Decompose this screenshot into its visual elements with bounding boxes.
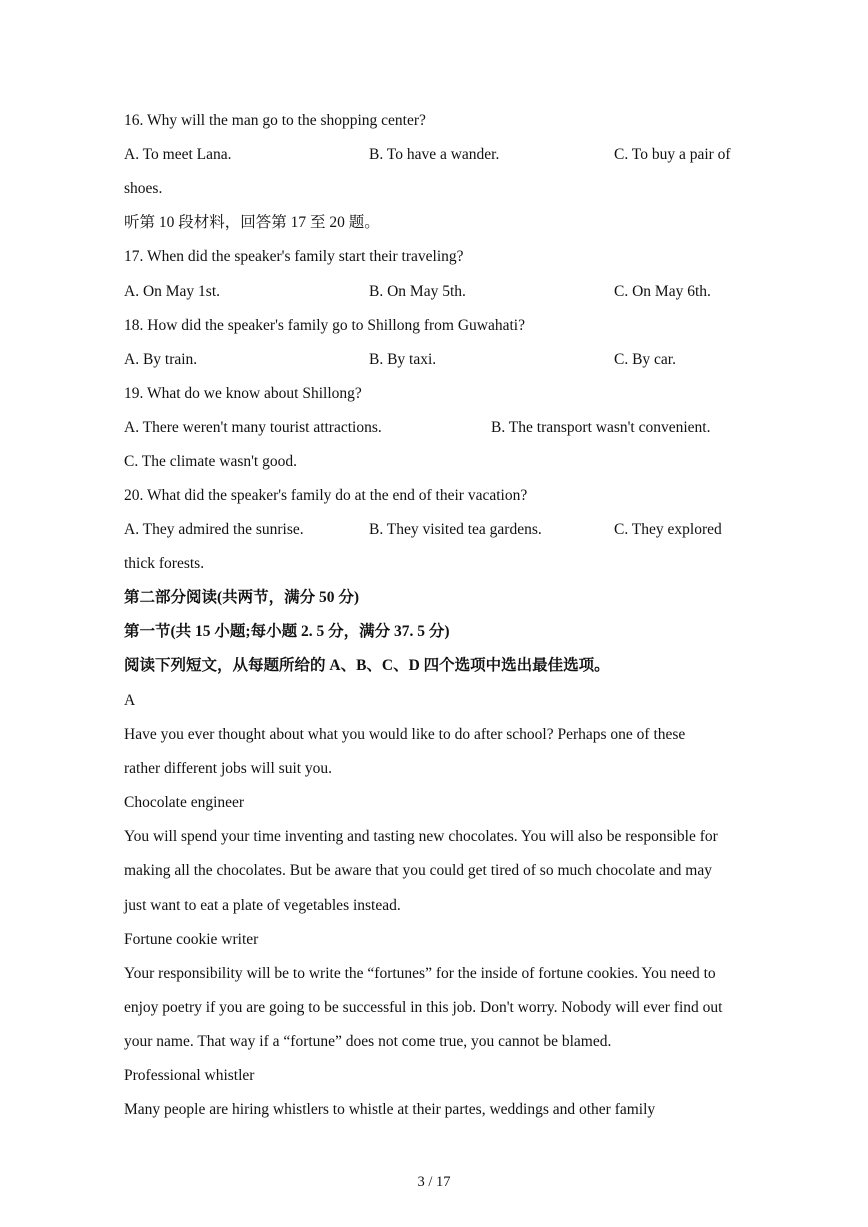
passage-intro-line: rather different jobs will suit you. (124, 760, 333, 777)
job1-text-line: just want to eat a plate of vegetables instead. (124, 897, 401, 914)
passage-intro-line: Have you ever thought about what you would like to do after school? Perhaps one of these (124, 726, 686, 743)
q19-option-a: A. There weren't many tourist attractions. (124, 419, 382, 436)
job1-text-line: You will spend your time inventing and tasting new chocolates. You will also be responsible for (124, 828, 718, 845)
q16-option-c-continuation: shoes. (124, 180, 163, 197)
job3-text-line: Many people are hiring whistlers to whistle at their partes, weddings and other family (124, 1101, 656, 1118)
q18-option-b: B. By taxi. (369, 351, 437, 368)
job1-text-line: making all the chocolates. But be aware that you could get tired of so much chocolate and may (124, 862, 712, 879)
job-title-fortune-cookie-writer: Fortune cookie writer (124, 931, 259, 948)
q18-option-a: A. By train. (124, 351, 198, 368)
q20-option-c: C. They explored (614, 521, 722, 538)
q19-question: 19. What do we know about Shillong? (124, 385, 362, 402)
q17-options (124, 281, 758, 303)
q16-option-b: B. To have a wander. (369, 146, 500, 163)
q20-option-a: A. They admired the sunrise. (124, 521, 304, 538)
q17-option-c: C. On May 6th. (614, 283, 711, 300)
q18-option-c: C. By car. (614, 351, 676, 368)
job2-text-line: enjoy poetry if you are going to be successful in this job. Don't worry. Nobody will ever find out (124, 999, 723, 1016)
q19-option-b: B. The transport wasn't convenient. (491, 419, 711, 436)
q19-option-c: C. The climate wasn't good. (124, 453, 297, 470)
q20-question: 20. What did the speaker's family do at the end of their vacation? (124, 487, 528, 504)
job2-text-line: Your responsibility will be to write the “fortunes” for the inside of fortune cookies. You need to (124, 965, 716, 982)
q16-option-c: C. To buy a pair of (614, 146, 731, 163)
section10-instruction: 听第 10 段材料，回答第 17 至 20 题。 (124, 214, 380, 231)
job2-text-line: your name. That way if a “fortune” does not come true, you cannot be blamed. (124, 1033, 612, 1050)
passage-label: A (124, 692, 136, 709)
section1-heading: 第一节(共 15 小题;每小题 2. 5 分，满分 37. 5 分) (124, 623, 450, 640)
page-number: 3 / 17 (417, 1174, 451, 1190)
q16-question: 16. Why will the man go to the shopping center? (124, 112, 426, 129)
job-title-chocolate-engineer: Chocolate engineer (124, 794, 245, 811)
q18-options (124, 349, 758, 371)
q17-option-a: A. On May 1st. (124, 283, 221, 300)
q16-option-a: A. To meet Lana. (124, 146, 232, 163)
q16-options (124, 144, 758, 166)
q18-question: 18. How did the speaker's family go to Shillong from Guwahati? (124, 317, 525, 334)
q20-options (124, 519, 758, 541)
q19-options (124, 417, 758, 439)
q17-option-b: B. On May 5th. (369, 283, 466, 300)
job-title-professional-whistler: Professional whistler (124, 1067, 255, 1084)
q20-option-c-continuation: thick forests. (124, 555, 205, 572)
q17-question: 17. When did the speaker's family start their traveling? (124, 248, 464, 265)
reading-instruction: 阅读下列短文，从每题所给的 A、B、C、D 四个选项中选出最佳选项。 (124, 657, 610, 674)
q20-option-b: B. They visited tea gardens. (369, 521, 542, 538)
part2-heading: 第二部分阅读(共两节，满分 50 分) (124, 589, 360, 606)
